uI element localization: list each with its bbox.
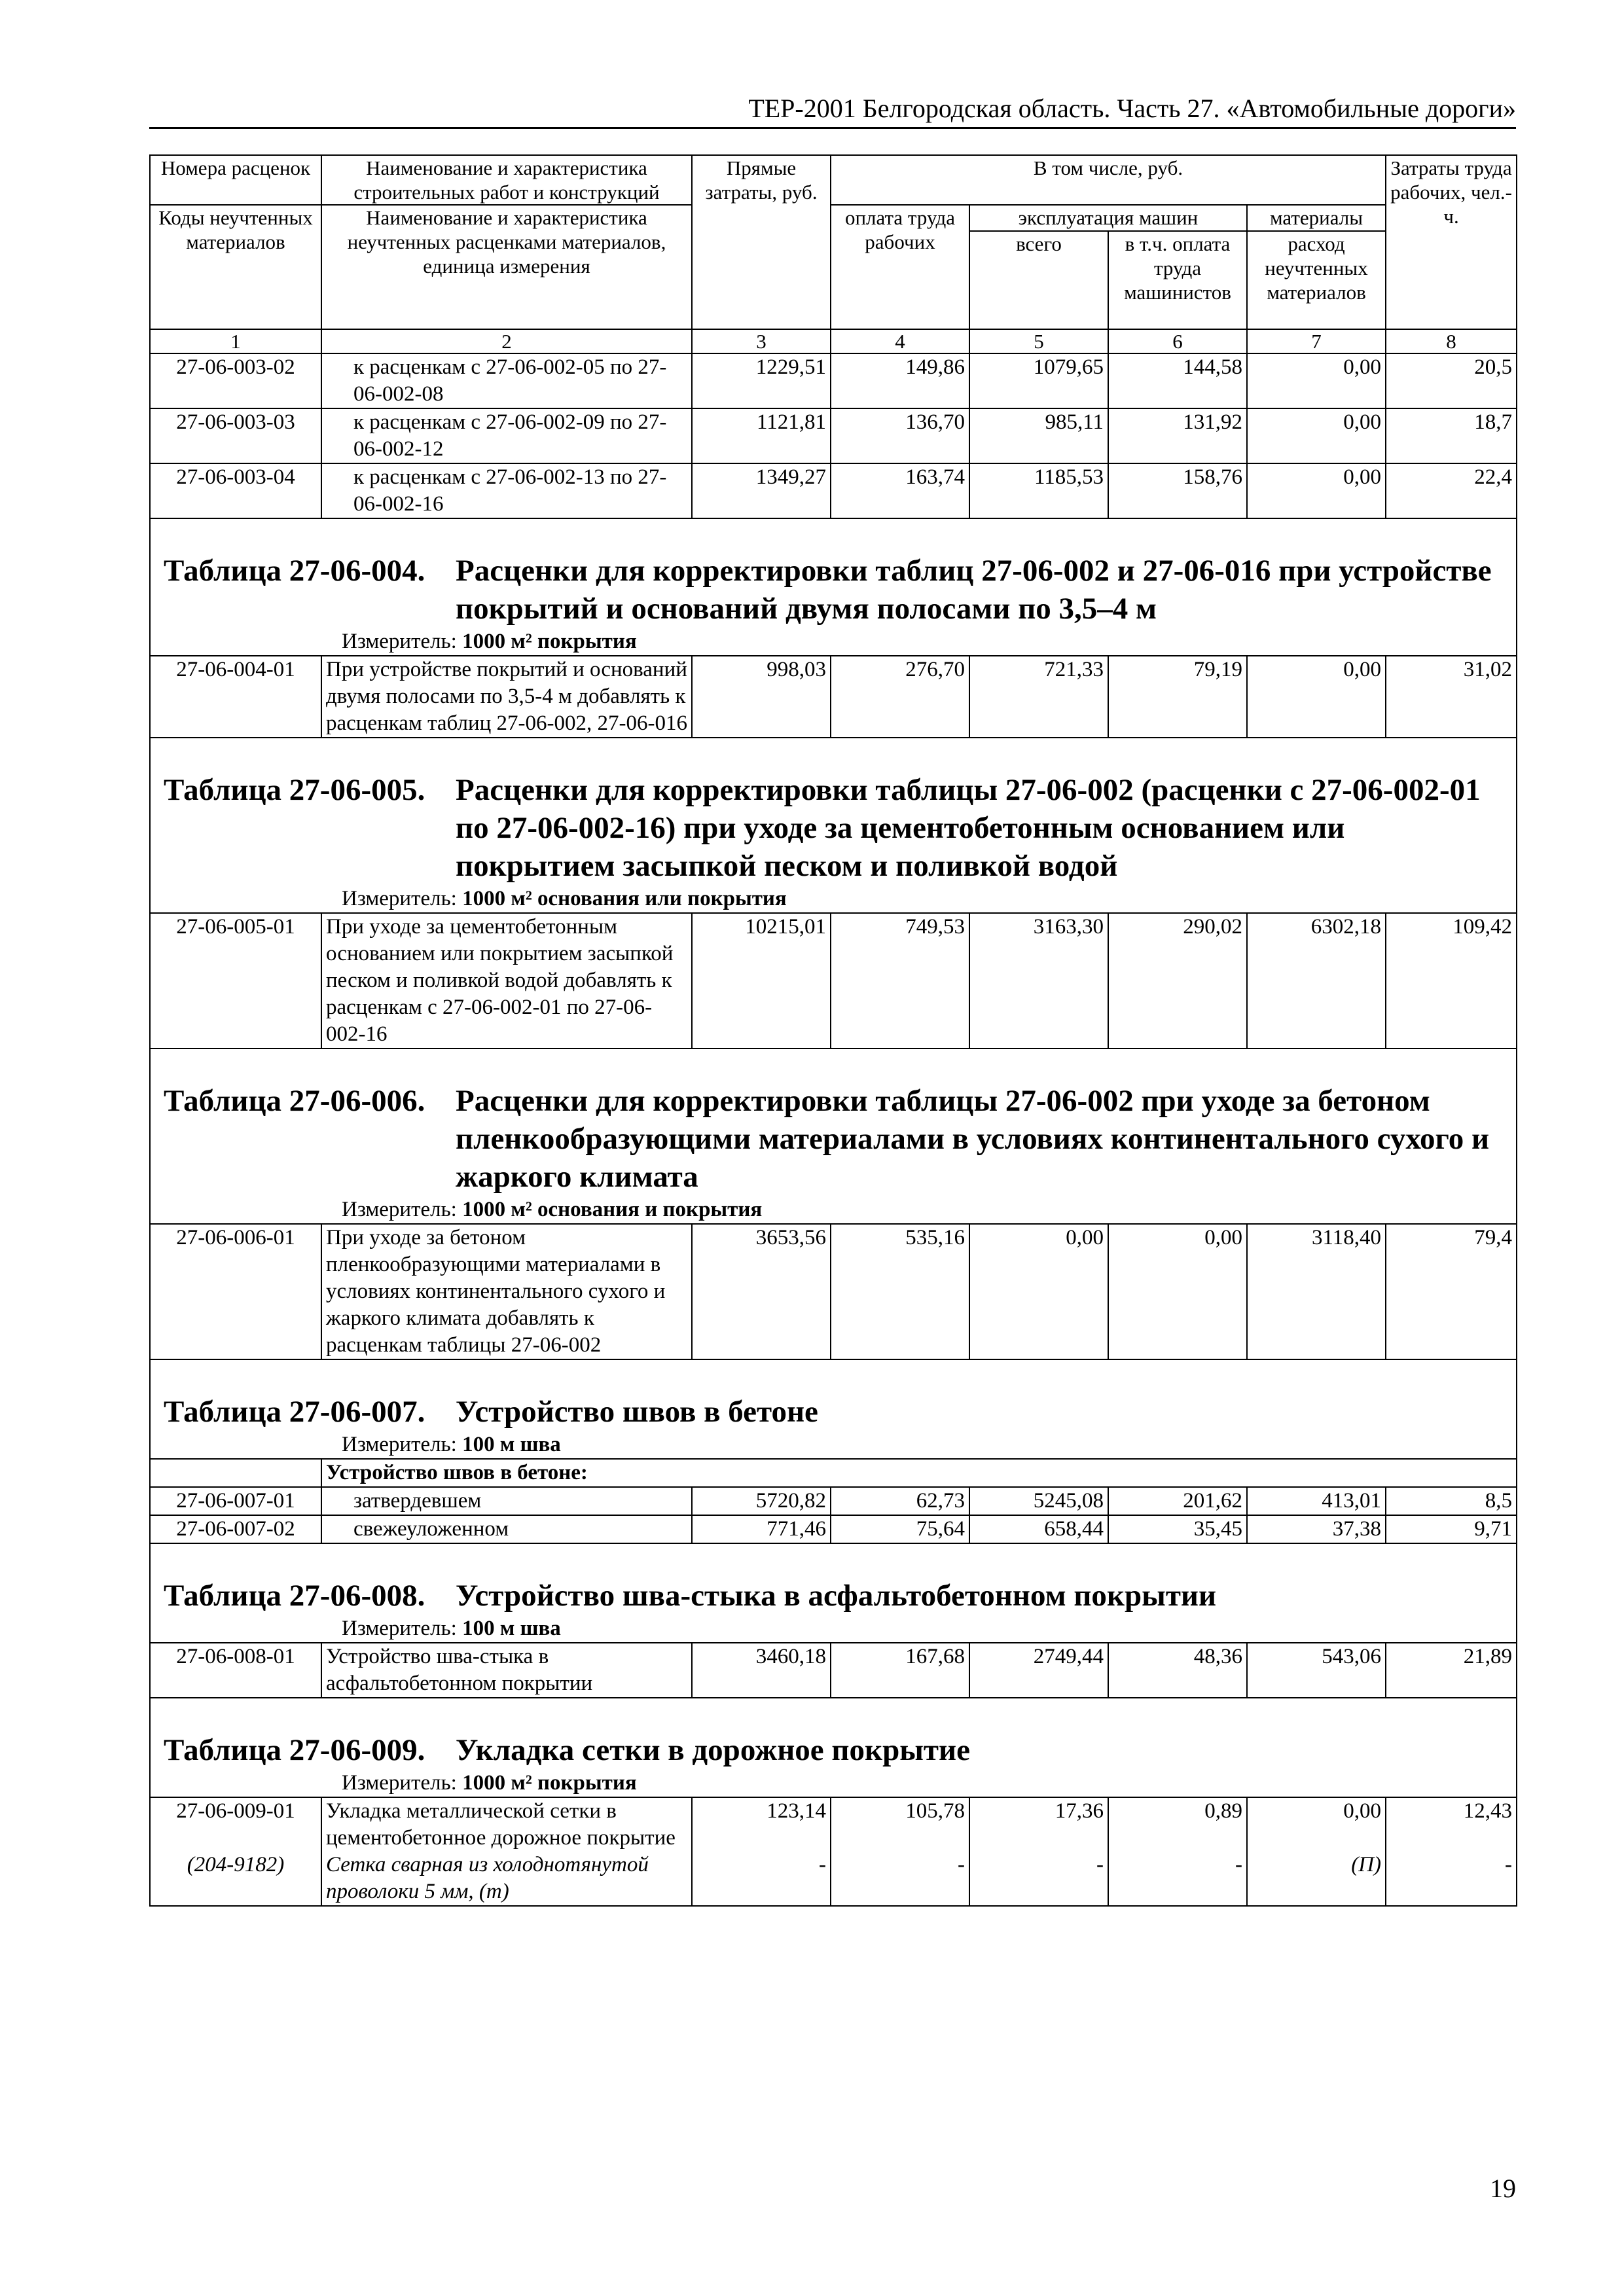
table-title-005 (150, 771, 1517, 885)
materials: 0,00 (1247, 656, 1386, 738)
section-spacer (150, 1049, 1517, 1082)
meter-007 (150, 1431, 1517, 1459)
direct-costs: 1121,81 (692, 408, 831, 463)
operator-pay: 35,45 (1108, 1515, 1247, 1543)
operator-pay: 290,02 (1108, 913, 1247, 1049)
machines-total: 2749,44 (969, 1643, 1108, 1698)
direct-costs: 1229,51 (692, 353, 831, 408)
table-row (150, 463, 1517, 518)
subheading: Устройство швов в бетоне: (321, 1459, 1517, 1487)
operator-pay: 131,92 (1108, 408, 1247, 463)
worker-pay: - (831, 1852, 969, 1906)
worker-pay: 163,74 (831, 463, 969, 518)
operator-pay: 79,19 (1108, 656, 1247, 738)
col-number: 5 (969, 329, 1108, 353)
table-title-006 (150, 1082, 1517, 1196)
worker-pay: 276,70 (831, 656, 969, 738)
meter-label: Измеритель: (342, 1617, 457, 1640)
material-name: Сетка сварная из холоднотянутой проволоки 5 мм, (т) (321, 1852, 692, 1906)
meter-004 (150, 628, 1517, 656)
meter-008 (150, 1615, 1517, 1643)
worker-pay: 749,53 (831, 913, 969, 1049)
section-spacer (150, 1543, 1517, 1577)
col-header-unaccounted-materials: расход неучтенных материалов (1247, 231, 1386, 329)
machines-total: 985,11 (969, 408, 1108, 463)
materials: 37,38 (1247, 1515, 1386, 1543)
labor-hours: 21,89 (1386, 1643, 1517, 1698)
meter-006 (150, 1196, 1517, 1224)
rate-name: к расценкам с 27-06-002-05 по 27-06-002-08 (321, 353, 692, 408)
direct-costs: 1349,27 (692, 463, 831, 518)
table-title-009 (150, 1731, 1517, 1769)
labor-hours: 79,4 (1386, 1224, 1517, 1359)
materials: 0,00 (1247, 463, 1386, 518)
worker-pay: 75,64 (831, 1515, 969, 1543)
worker-pay: 105,78 (831, 1797, 969, 1852)
meter-value: 1000 м² покрытия (462, 1771, 637, 1795)
direct-costs: 10215,01 (692, 913, 831, 1049)
worker-pay: 167,68 (831, 1643, 969, 1698)
labor-hours: 109,42 (1386, 913, 1517, 1049)
materials: 0,00 (1247, 1797, 1386, 1852)
table-title-text: Расценки для корректировки таблиц 27-06-002 и 27-06-016 при устройстве покрытий и оснований двумя полосами по 3,5–4 м (456, 554, 1492, 626)
table-row (150, 1487, 1517, 1515)
col-number: 2 (321, 329, 692, 353)
rate-code: 27-06-007-01 (150, 1487, 321, 1515)
meter-value: 1000 м² основания и покрытия (462, 1198, 763, 1221)
table-row (150, 1515, 1517, 1543)
rate-name: к расценкам с 27-06-002-09 по 27-06-002-12 (321, 408, 692, 463)
operator-pay: 0,00 (1108, 1224, 1247, 1359)
labor-hours: 22,4 (1386, 463, 1517, 518)
labor-hours: 9,71 (1386, 1515, 1517, 1543)
labor-hours: - (1386, 1852, 1517, 1906)
table-row (150, 1797, 1517, 1852)
col-header-materials: материалы (1247, 205, 1386, 231)
machines-total: 5245,08 (969, 1487, 1108, 1515)
table-title-prefix: Таблица 27-06-009. (164, 1733, 425, 1767)
table-title-prefix: Таблица 27-06-005. (164, 773, 425, 807)
operator-pay: 0,89 (1108, 1797, 1247, 1852)
section-spacer (150, 1698, 1517, 1731)
rate-name: свежеуложенном (321, 1515, 692, 1543)
rate-name: При устройстве покрытий и оснований двумя полосами по 3,5-4 м добавлять к расценкам таблиц 27-06-002, 27-06-016 (321, 656, 692, 738)
table-row (150, 913, 1517, 1049)
rate-code: 27-06-005-01 (150, 913, 321, 1049)
table-title-text: Устройство швов в бетоне (456, 1395, 818, 1429)
rate-name: Укладка металлической сетки в цементобетонное дорожное покрытие (321, 1797, 692, 1852)
table-title-008 (150, 1577, 1517, 1615)
worker-pay: 62,73 (831, 1487, 969, 1515)
worker-pay: 136,70 (831, 408, 969, 463)
materials: 3118,40 (1247, 1224, 1386, 1359)
rate-code: 27-06-003-02 (150, 353, 321, 408)
col-number: 8 (1386, 329, 1517, 353)
rate-code: 27-06-003-03 (150, 408, 321, 463)
section-spacer (150, 738, 1517, 771)
subheading-row (150, 1459, 1517, 1487)
rate-name: затвердевшем (321, 1487, 692, 1515)
direct-costs: - (692, 1852, 831, 1906)
rate-code: 27-06-007-02 (150, 1515, 321, 1543)
material-row (150, 1852, 1517, 1906)
machines-total: 3163,30 (969, 913, 1108, 1049)
rate-name: При уходе за бетоном пленкообразующими материалами в условиях континентального сухого и жаркого климата добавлять к расценкам таблицы 27-06-002 (321, 1224, 692, 1359)
rate-name: При уходе за цементобетонным основанием или покрытием засыпкой песком и поливкой водой добавлять к расценкам с 27-06-002-01 по 27-06-002-16 (321, 913, 692, 1049)
table-title-prefix: Таблица 27-06-006. (164, 1084, 425, 1118)
operator-pay: 201,62 (1108, 1487, 1247, 1515)
rate-code: 27-06-004-01 (150, 656, 321, 738)
col-header-worker-pay: оплата труда рабочих (831, 205, 969, 329)
col-header-machines: эксплуатация машин (969, 205, 1247, 231)
labor-hours: 8,5 (1386, 1487, 1517, 1515)
direct-costs: 998,03 (692, 656, 831, 738)
col-number: 6 (1108, 329, 1247, 353)
meter-value: 100 м шва (462, 1433, 561, 1456)
rate-name: Устройство шва-стыка в асфальтобетонном покрытии (321, 1643, 692, 1698)
meter-value: 1000 м² основания или покрытия (462, 887, 787, 910)
labor-hours: 18,7 (1386, 408, 1517, 463)
direct-costs: 3653,56 (692, 1224, 831, 1359)
direct-costs: 5720,82 (692, 1487, 831, 1515)
materials: 0,00 (1247, 353, 1386, 408)
meter-005 (150, 885, 1517, 913)
machines-total: 658,44 (969, 1515, 1108, 1543)
col-header-labor: Затраты труда рабочих, чел.-ч. (1386, 155, 1517, 329)
table-row (150, 353, 1517, 408)
meter-label: Измеритель: (342, 630, 457, 653)
materials: 0,00 (1247, 408, 1386, 463)
col-number: 4 (831, 329, 969, 353)
rates-table (149, 154, 1517, 1907)
labor-hours: 20,5 (1386, 353, 1517, 408)
direct-costs: 771,46 (692, 1515, 831, 1543)
meter-009 (150, 1769, 1517, 1797)
col-header-material-name: Наименование и характеристика неучтенных расценками материалов, единица измерения (321, 205, 692, 329)
col-header-material-codes: Коды неучтенных материалов (150, 205, 321, 329)
rate-code: 27-06-008-01 (150, 1643, 321, 1698)
machines-total: 0,00 (969, 1224, 1108, 1359)
col-header-name: Наименование и характеристика строительных работ и конструкций (321, 155, 692, 205)
operator-pay: 158,76 (1108, 463, 1247, 518)
labor-hours: 12,43 (1386, 1797, 1517, 1852)
rate-code: 27-06-006-01 (150, 1224, 321, 1359)
direct-costs: 3460,18 (692, 1643, 831, 1698)
meter-value: 1000 м² покрытия (462, 630, 637, 653)
table-row (150, 656, 1517, 738)
rate-name: к расценкам с 27-06-002-13 по 27-06-002-16 (321, 463, 692, 518)
col-number: 1 (150, 329, 321, 353)
materials: 543,06 (1247, 1643, 1386, 1698)
meter-label: Измеритель: (342, 1198, 457, 1221)
meter-label: Измеритель: (342, 1433, 457, 1456)
rate-code: 27-06-003-04 (150, 463, 321, 518)
col-header-direct-costs: Прямые затраты, руб. (692, 155, 831, 329)
col-header-operator-pay: в т.ч. оплата труда машинистов (1108, 231, 1247, 329)
table-title-text: Расценки для корректировки таблицы 27-06-002 (расценки с 27-06-002-01 по 27-06-002-16) при уходе за цементобетонным основанием или покрытием засыпкой песком и поливкой водой (456, 773, 1481, 883)
operator-pay: - (1108, 1852, 1247, 1906)
operator-pay: 48,36 (1108, 1643, 1247, 1698)
section-spacer (150, 518, 1517, 552)
col-header-codes: Номера расценок (150, 155, 321, 205)
worker-pay: 535,16 (831, 1224, 969, 1359)
table-title-007 (150, 1393, 1517, 1431)
table-row (150, 408, 1517, 463)
table-title-prefix: Таблица 27-06-007. (164, 1395, 425, 1429)
machines-total: 17,36 (969, 1797, 1108, 1852)
col-number: 7 (1247, 329, 1386, 353)
rate-code: 27-06-009-01 (150, 1797, 321, 1852)
col-number: 3 (692, 329, 831, 353)
materials: (П) (1247, 1852, 1386, 1906)
machines-total: - (969, 1852, 1108, 1906)
labor-hours: 31,02 (1386, 656, 1517, 738)
col-header-including: В том числе, руб. (831, 155, 1386, 205)
materials: 413,01 (1247, 1487, 1386, 1515)
machines-total: 1079,65 (969, 353, 1108, 408)
col-header-machines-total: всего (969, 231, 1108, 329)
table-row (150, 1643, 1517, 1698)
table-title-text: Укладка сетки в дорожное покрытие (456, 1733, 970, 1767)
direct-costs: 123,14 (692, 1797, 831, 1852)
page-number: 19 (1490, 2174, 1516, 2203)
table-title-prefix: Таблица 27-06-008. (164, 1579, 425, 1613)
section-spacer (150, 1359, 1517, 1393)
machines-total: 721,33 (969, 656, 1108, 738)
operator-pay: 144,58 (1108, 353, 1247, 408)
empty-cell (150, 1459, 321, 1487)
machines-total: 1185,53 (969, 463, 1108, 518)
meter-label: Измеритель: (342, 887, 457, 910)
table-title-prefix: Таблица 27-06-004. (164, 554, 425, 588)
worker-pay: 149,86 (831, 353, 969, 408)
materials: 6302,18 (1247, 913, 1386, 1049)
table-title-text: Расценки для корректировки таблицы 27-06-002 при уходе за бетоном пленкообразующими материалами в условиях континентального сухого и жаркого климата (456, 1084, 1490, 1194)
table-title-text: Устройство шва-стыка в асфальтобетонном покрытии (456, 1579, 1217, 1613)
material-code: (204-9182) (150, 1852, 321, 1906)
meter-value: 100 м шва (462, 1617, 561, 1640)
table-title-004 (150, 552, 1517, 628)
table-row (150, 1224, 1517, 1359)
meter-label: Измеритель: (342, 1771, 457, 1795)
running-header: ТЕР-2001 Белгородская область. Часть 27. «Автомобильные дороги» (149, 93, 1516, 129)
